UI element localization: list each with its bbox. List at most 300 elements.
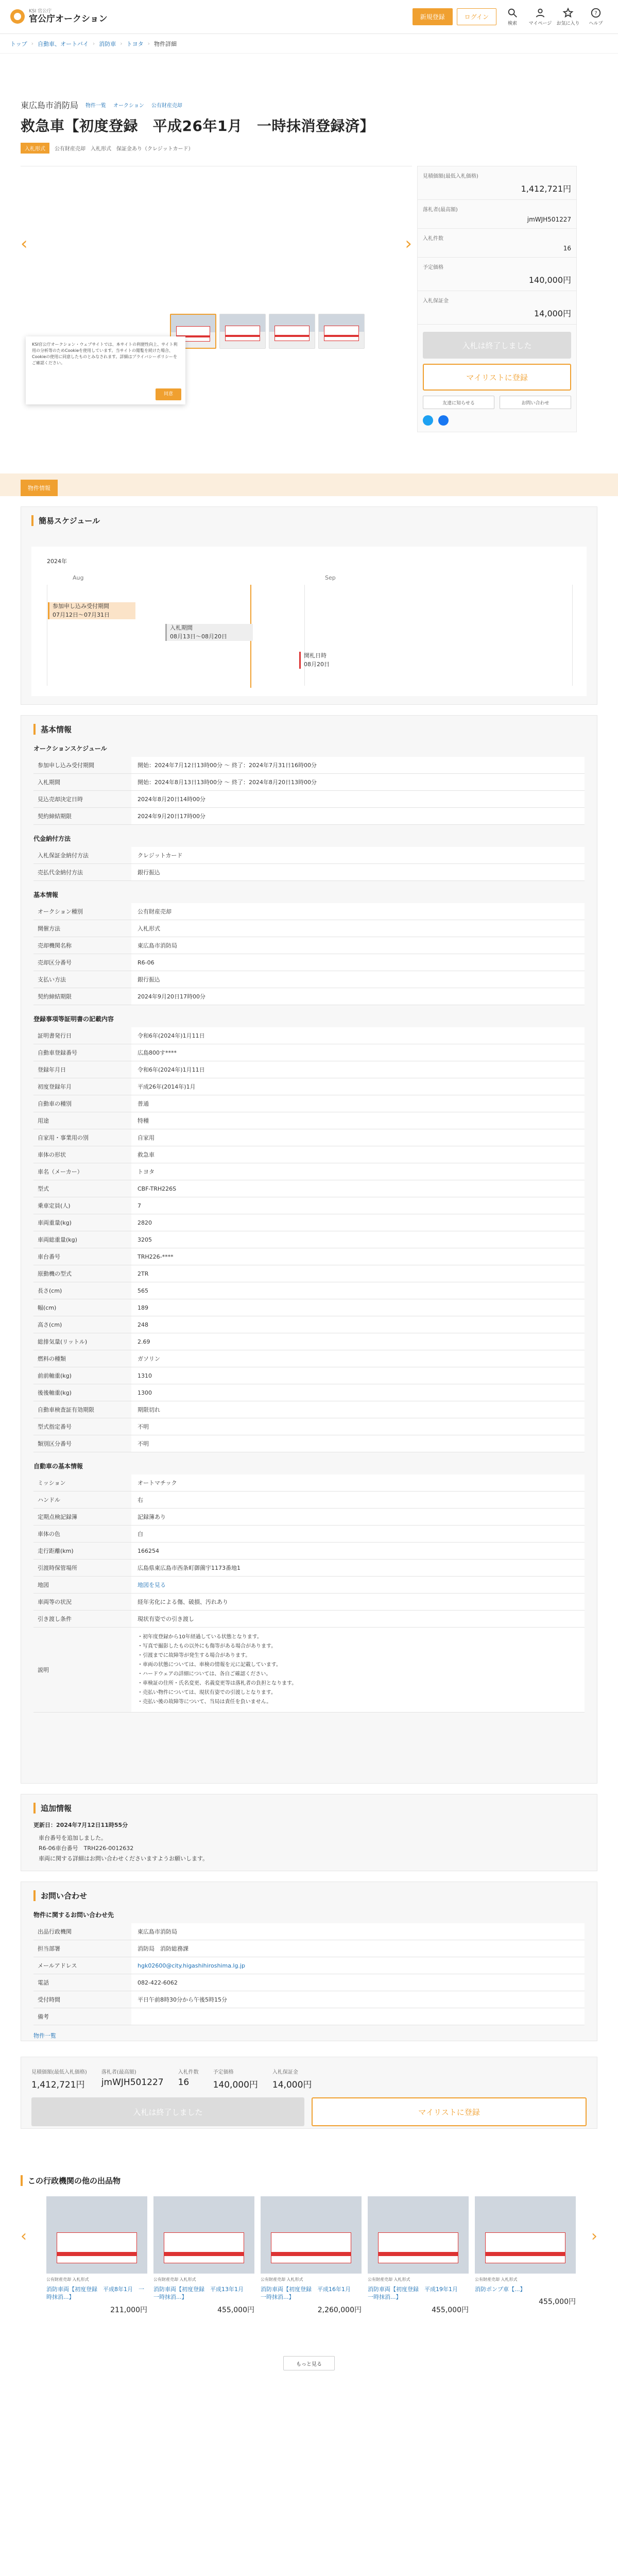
row-value: 開始：2024年8月13日13時00分 ～ 終了：2024年8月20日13時00分: [131, 774, 585, 790]
table-row: [33, 954, 585, 971]
table-row: [33, 1333, 585, 1350]
row-label: 売払代金納付方法: [38, 869, 83, 876]
row-value: 2820: [131, 1214, 585, 1231]
search-icon[interactable]: [501, 7, 524, 26]
row-label: 用途: [38, 1117, 49, 1124]
site-logo[interactable]: [10, 9, 108, 24]
next-arrow-icon[interactable]: ›: [405, 233, 412, 254]
row-value[interactable]: hgk02600@city.higashihiroshima.lg.jp: [131, 1957, 585, 1974]
row-label: 原動機の型式: [38, 1270, 72, 1277]
row-value: クレジットカード: [131, 847, 585, 863]
row-label: 出品行政機関: [38, 1928, 72, 1935]
table-row: [33, 1509, 585, 1526]
row-value: 189: [131, 1299, 585, 1316]
row-label: 定期点検記録簿: [38, 1514, 77, 1520]
other-items-section: [21, 2175, 597, 2370]
row-value: 平日午前8時30分から午後5時15分: [131, 1991, 585, 2008]
row-value[interactable]: 地図を見る: [131, 1577, 585, 1593]
bottom-value: 14,000円: [272, 2080, 312, 2090]
row-label: 車体の形状: [38, 1151, 66, 1158]
prev-arrow-icon[interactable]: ‹: [21, 233, 28, 254]
row-label: 車体の色: [38, 1531, 60, 1537]
favorite-icon-label: お気に入り: [556, 21, 580, 26]
bottom-value: 140,000円: [213, 2080, 258, 2090]
row-label: ミッション: [38, 1480, 66, 1486]
row-value: CBF-TRH226S: [131, 1180, 585, 1197]
row-value: 不明: [131, 1435, 585, 1452]
row-label: 自動車登録番号: [38, 1049, 77, 1056]
row-label: 入札保証金納付方法: [38, 852, 89, 859]
row-label: 初度登録年月: [38, 1083, 72, 1090]
table-row: [33, 1078, 585, 1095]
cookie-text: KSI官公庁オークション・ウェブサイトでは、本サイトの利便性向上、サイト利用の分析等のためCookieを使用しています。当サイトの閲覧を続けた場合、Cookieの使用に同意したものとみなされます。詳細はプライバシーポリシーをご確認ください。: [32, 342, 178, 365]
table-row: [33, 1163, 585, 1180]
event-period: 08月13日～08月20日: [170, 633, 227, 640]
summary-value: 16: [563, 245, 571, 252]
event-name: 入札期間: [170, 624, 193, 631]
row-value: 白: [131, 1526, 585, 1542]
additional-info-section: [21, 1794, 597, 1871]
schedule-event: [165, 624, 253, 641]
row-label: 車台番号: [38, 1253, 60, 1260]
badge-item: 公有財産売却: [55, 146, 85, 152]
row-value: 2024年9月20日17時00分: [131, 808, 585, 824]
row-value: 2.69: [131, 1333, 585, 1350]
row-label: 車名（メーカー）: [38, 1168, 83, 1175]
table-row: [33, 774, 585, 791]
more-button[interactable]: もっと見る: [283, 2356, 335, 2370]
item-card[interactable]: [475, 2196, 576, 2346]
item-card[interactable]: [261, 2196, 362, 2346]
bottom-label: 落札者(最高額): [101, 2070, 136, 2075]
row-value: 入札形式: [131, 920, 585, 937]
table-row: [33, 1628, 585, 1713]
row-value: オートマチック: [131, 1475, 585, 1491]
row-label: 売却機関名称: [38, 942, 72, 949]
summary-row: [418, 229, 576, 258]
table-row: [33, 1282, 585, 1299]
table-row: [33, 1435, 585, 1452]
tag-link[interactable]: オークション: [113, 103, 144, 109]
section-heading: お問い合わせ: [33, 1890, 585, 1901]
table-row: [33, 864, 585, 881]
item-card[interactable]: [368, 2196, 469, 2346]
info-table: [33, 1475, 585, 1713]
breadcrumb-item[interactable]: トヨタ: [126, 40, 144, 47]
subsection-heading: オークションスケジュール: [33, 745, 107, 752]
row-value: 経年劣化による傷、破損、汚れあり: [131, 1594, 585, 1610]
schedule-section: [21, 506, 597, 705]
bid-closed-button: 入札は終了しました: [423, 332, 571, 359]
row-label: 類別区分番号: [38, 1440, 72, 1447]
table-row: [33, 1248, 585, 1265]
info-table: [33, 847, 585, 881]
row-value: 東広島市消防局: [131, 937, 585, 954]
row-value: R6-06: [131, 954, 585, 971]
row-value: 記録簿あり: [131, 1509, 585, 1525]
row-value: 東広島市消防局: [131, 1923, 585, 1940]
row-label: 型式指定番号: [38, 1423, 72, 1430]
section-heading: この行政機関の他の出品物: [21, 2175, 597, 2186]
schedule-year: 2024年: [47, 558, 67, 565]
info-tables: [33, 744, 585, 1713]
section-heading: 追加情報: [33, 1803, 585, 1814]
row-label: 後後軸重(kg): [38, 1389, 72, 1396]
table-row: [33, 1526, 585, 1543]
row-label: 担当部署: [38, 1945, 60, 1952]
breadcrumb-item[interactable]: トップ: [10, 40, 27, 47]
bottom-label: 入札保証金: [272, 2070, 298, 2075]
table-row: [33, 1974, 585, 1991]
org-name: 東広島市消防局: [21, 100, 79, 110]
table-row: [33, 1543, 585, 1560]
table-row: [33, 1475, 585, 1492]
row-label: 証明書発行日: [38, 1032, 72, 1039]
card-meta: 公有財産売却 入札形式: [475, 2277, 518, 2282]
breadcrumb-item[interactable]: 自動車、オートバイ: [38, 40, 89, 47]
breadcrumb: トップ › 自動車、オートバイ › 消防車 › トヨタ › 物件詳細: [0, 34, 618, 54]
table-row: [33, 757, 585, 774]
row-label: 入札期間: [38, 779, 60, 786]
item-card[interactable]: [153, 2196, 254, 2346]
card-price: 211,000円: [110, 2306, 147, 2314]
item-list-link[interactable]: 物件一覧: [33, 2032, 56, 2039]
card-price: 455,000円: [432, 2306, 469, 2314]
subsection-heading: 登録事項等証明書の記載内容: [33, 1015, 114, 1023]
help-icon-label: ヘルプ: [589, 21, 603, 26]
row-value: ・初年度登録から10年経過している状態となります。 ・写真で撮影したもの以外にも傷等がある場合があります。 ・引渡までに故障等が発生する場合があります。 ・車両の状態については、車検の情報を元に記載しています。 ・ハードウェアの詳細については、各自ご確認ください。 ・車検証の住所・氏名変更、名義変更等は落札者の負担となります。 ・売払い物件については、現状有姿での引渡しとなります。 ・売払い後の故障等について、当局は責任を負いません。: [131, 1628, 585, 1712]
table-row: [33, 1146, 585, 1163]
bottom-cell: [178, 2067, 199, 2090]
schedule-timeline: [31, 547, 587, 696]
row-value: ガソリン: [131, 1350, 585, 1367]
row-value: 565: [131, 1282, 585, 1299]
table-row: [33, 1231, 585, 1248]
row-value: 普通: [131, 1095, 585, 1112]
card-image[interactable]: [153, 2196, 254, 2274]
row-label: オークション種別: [38, 908, 83, 915]
cookie-banner: [26, 336, 185, 404]
summary-label: 入札件数: [423, 236, 443, 242]
table-row: [33, 1940, 585, 1957]
tab-bar: [0, 473, 618, 496]
cookie-accept-button[interactable]: 同意: [156, 388, 181, 401]
bottom-label: 見積価額(最低入札価格): [31, 2070, 87, 2075]
bottom-value: jmWJH501227: [101, 2077, 164, 2088]
event-name: 参加申し込み受付期間: [53, 603, 109, 609]
bid-summary: [417, 166, 577, 432]
row-label: 総排気量(リットル): [38, 1338, 88, 1345]
row-value: 自家用: [131, 1129, 585, 1146]
row-value: 2TR: [131, 1265, 585, 1282]
card-price: 2,260,000円: [317, 2306, 362, 2314]
info-table: [33, 903, 585, 1005]
table-row: [33, 808, 585, 825]
summary-value: 14,000円: [534, 309, 571, 318]
row-value: 平成26年(2014年)1月: [131, 1078, 585, 1095]
carousel-prev-icon[interactable]: ‹: [21, 2227, 27, 2245]
bottom-cell: [31, 2067, 87, 2090]
event-period: 07月12日～07月31日: [53, 611, 110, 618]
bottom-closed-button: 入札は終了しました: [31, 2097, 304, 2126]
summary-row: [418, 166, 576, 200]
table-row: [33, 1577, 585, 1594]
mylist-button[interactable]: マイリストに登録: [423, 364, 571, 391]
table-row: [33, 1299, 585, 1316]
row-label: 契約締結期限: [38, 813, 72, 820]
thumbnail[interactable]: [318, 314, 365, 349]
thumbnail-strip: [170, 314, 365, 349]
card-title[interactable]: 消防車両【初度登録 平成8年1月 一時抹消...】: [46, 2286, 144, 2301]
month-label: Sep: [325, 574, 336, 581]
summary-label: 落札者(最高額): [423, 207, 458, 213]
photo-gallery: [21, 166, 412, 397]
breadcrumb-item[interactable]: 消防車: [99, 40, 116, 47]
table-row: [33, 2008, 585, 2025]
inquiry-button[interactable]: お問い合わせ: [500, 396, 571, 409]
row-label: 売却区分番号: [38, 959, 72, 966]
row-value: 2024年9月20日17時00分: [131, 988, 585, 1005]
row-value: 現状有姿での引き渡し: [131, 1611, 585, 1627]
row-label: メールアドレス: [38, 1962, 77, 1969]
section-heading: 基本情報: [33, 724, 585, 735]
tag-link[interactable]: 物件一覧: [85, 103, 107, 109]
table-row: [33, 1401, 585, 1418]
row-value: 7: [131, 1197, 585, 1214]
table-row: [33, 1095, 585, 1112]
table-row: [33, 1492, 585, 1509]
row-value: 166254: [131, 1543, 585, 1559]
mypage-icon[interactable]: [528, 7, 552, 26]
row-value: 期限切れ: [131, 1401, 585, 1418]
table-row: [33, 791, 585, 808]
card-price: 455,000円: [217, 2306, 254, 2314]
row-value: 救急車: [131, 1146, 585, 1163]
row-label: 引き渡し条件: [38, 1616, 72, 1622]
card-title[interactable]: 消防車両【初度登録 平成13年1月 一時抹消...】: [153, 2286, 249, 2301]
row-label: 地図: [38, 1582, 49, 1588]
row-label: 車両等の状況: [38, 1599, 72, 1605]
row-label: 高さ(cm): [38, 1321, 62, 1328]
row-label: 受付時間: [38, 1996, 60, 2003]
row-value: [131, 2008, 585, 2025]
row-value: TRH226-****: [131, 1248, 585, 1265]
row-value: 不明: [131, 1418, 585, 1435]
row-label: 備考: [38, 2013, 49, 2020]
logo-sub: KSI 官公庁: [29, 9, 52, 14]
row-label: 自動車の種別: [38, 1100, 72, 1107]
card-meta: 公有財産売却 入札形式: [368, 2277, 410, 2282]
badge-item: 保証金あり（クレジットカード）: [116, 146, 194, 152]
twitter-icon[interactable]: [423, 415, 433, 426]
row-label: 車両総重量(kg): [38, 1236, 77, 1243]
row-label: 前前軸重(kg): [38, 1372, 72, 1379]
row-value: 銀行振込: [131, 864, 585, 880]
subsection-heading: 代金納付方法: [33, 835, 71, 842]
row-value: 広島県東広島市西条町御薗宇1173番地1: [131, 1560, 585, 1576]
row-value: 令和6年(2024年)1月11日: [131, 1061, 585, 1078]
card-image[interactable]: [261, 2196, 362, 2274]
badge-item: 入札形式: [91, 146, 111, 152]
row-label: ハンドル: [38, 1497, 60, 1503]
table-row: [33, 971, 585, 988]
table-row: [33, 937, 585, 954]
summary-row: [418, 258, 576, 291]
card-image[interactable]: [46, 2196, 147, 2274]
row-label: 幅(cm): [38, 1304, 57, 1311]
table-row: [33, 1129, 585, 1146]
share-button[interactable]: 友達に知らせる: [423, 396, 494, 409]
card-meta: 公有財産売却 入札形式: [153, 2277, 196, 2282]
row-label: 説明: [38, 1667, 49, 1673]
event-name: 開札日時: [304, 652, 327, 659]
table-row: [33, 1594, 585, 1611]
row-value: 広島800す****: [131, 1044, 585, 1061]
table-row: [33, 847, 585, 864]
breadcrumb-current: 物件詳細: [154, 40, 177, 47]
table-row: [33, 988, 585, 1005]
bottom-bid-bar: [21, 2057, 597, 2129]
info-table: [33, 1027, 585, 1452]
schedule-event: [48, 602, 135, 619]
row-label: 型式: [38, 1185, 49, 1192]
contact-table: [33, 1923, 585, 2025]
register-button[interactable]: 新規登録: [413, 8, 453, 25]
card-image[interactable]: [368, 2196, 469, 2274]
summary-value: 140,000円: [528, 275, 571, 285]
bottom-cell: [272, 2067, 312, 2090]
summary-row: [418, 200, 576, 229]
search-icon-label: 検索: [507, 21, 517, 26]
card-meta: 公有財産売却 入札形式: [46, 2277, 89, 2282]
carousel-next-icon[interactable]: ›: [591, 2227, 597, 2245]
row-value: 1300: [131, 1384, 585, 1401]
type-badge: 入札形式: [21, 143, 49, 154]
bottom-label: 入札件数: [178, 2070, 199, 2075]
table-row: [33, 1112, 585, 1129]
row-value: 3205: [131, 1231, 585, 1248]
bottom-mylist-button[interactable]: マイリストに登録: [312, 2097, 587, 2126]
item-card[interactable]: [46, 2196, 147, 2346]
table-row: [33, 903, 585, 920]
thumbnail[interactable]: [269, 314, 315, 349]
bottom-value: 1,412,721円: [31, 2080, 85, 2090]
table-row: [33, 1560, 585, 1577]
table-row: [33, 1027, 585, 1044]
table-row: [33, 1044, 585, 1061]
table-row: [33, 1991, 585, 2008]
table-row: [33, 1418, 585, 1435]
row-value: 令和6年(2024年)1月11日: [131, 1027, 585, 1044]
row-value: 2024年8月20日14時00分: [131, 791, 585, 807]
row-label: 走行距離(km): [38, 1548, 74, 1554]
favorite-icon[interactable]: [556, 7, 580, 26]
card-price: 455,000円: [539, 2298, 576, 2307]
other-items-carousel: [21, 2196, 597, 2346]
tab-item-info[interactable]: 物件情報: [21, 480, 58, 496]
subsection-heading: 基本情報: [33, 891, 59, 899]
summary-value: jmWJH501227: [527, 216, 571, 223]
basic-info-section: [21, 715, 597, 1784]
section-heading: 簡易スケジュール: [31, 515, 587, 526]
table-row: [33, 1350, 585, 1367]
summary-value: 1,412,721円: [521, 184, 571, 194]
svg-text:?: ?: [594, 10, 597, 16]
logo-main: 官公庁オークション: [29, 14, 108, 25]
table-row: [33, 1384, 585, 1401]
table-row: [33, 1180, 585, 1197]
row-label: 登録年月日: [38, 1066, 66, 1073]
update-date: 更新日：2024年7月12日11時55分: [33, 1822, 128, 1828]
row-label: 参加申し込み受付期間: [38, 762, 94, 769]
bottom-cell: [213, 2067, 258, 2090]
row-value: 1310: [131, 1367, 585, 1384]
row-label: 乗車定員(人): [38, 1202, 71, 1209]
month-label: Aug: [73, 574, 84, 581]
card-title[interactable]: 消防ポンプ車【...】: [475, 2286, 526, 2293]
contact-subtitle: 物件に関するお問い合わせ先: [33, 1911, 114, 1919]
contact-section: [21, 1882, 597, 2041]
bottom-label: 予定価格: [213, 2070, 234, 2075]
row-value: 248: [131, 1316, 585, 1333]
row-label: 引渡時保管場所: [38, 1565, 77, 1571]
summary-label: 予定価格: [423, 265, 443, 270]
row-label: 長さ(cm): [38, 1287, 62, 1294]
row-value: 公有財産売却: [131, 903, 585, 920]
mypage-icon-label: マイページ: [528, 21, 552, 26]
table-row: [33, 1923, 585, 1940]
row-label: 燃料の種類: [38, 1355, 66, 1362]
logo-mark: [10, 9, 25, 24]
subsection-heading: 自動車の基本情報: [33, 1463, 83, 1470]
table-row: [33, 1316, 585, 1333]
schedule-event: [299, 652, 387, 669]
table-row: [33, 1611, 585, 1628]
info-table: [33, 757, 585, 825]
table-row: [33, 920, 585, 937]
card-image[interactable]: [475, 2196, 576, 2274]
table-row: [33, 1367, 585, 1384]
summary-label: 入札保証金: [423, 298, 449, 304]
table-row: [33, 1214, 585, 1231]
tag-link[interactable]: 公有財産売却: [151, 103, 182, 109]
row-value: 082-422-6062: [131, 1974, 585, 1991]
login-button[interactable]: ログイン: [457, 8, 496, 25]
row-label: 自動車検査証有効期限: [38, 1406, 94, 1413]
top-bar: [0, 0, 618, 34]
thumbnail[interactable]: [219, 314, 266, 349]
row-value: 特種: [131, 1112, 585, 1129]
table-row: [33, 1197, 585, 1214]
card-title[interactable]: 消防車両【初度登録 平成16年1月 一時抹消...】: [261, 2286, 356, 2301]
summary-label: 見積価額(最低入札価格): [423, 174, 478, 179]
facebook-icon[interactable]: [438, 415, 449, 426]
row-label: 支払い方法: [38, 976, 66, 983]
bottom-cell: [101, 2067, 164, 2090]
row-label: 契約締結期限: [38, 993, 72, 1000]
page-title: 救急車【初度登録 平成26年1月 一時抹消登録済】: [21, 117, 374, 134]
card-meta: 公有財産売却 入札形式: [261, 2277, 303, 2282]
row-label: 見込売却決定日時: [38, 796, 83, 803]
row-label: 開催方法: [38, 925, 60, 932]
row-value: 消防局 消防総務課: [131, 1940, 585, 1957]
row-label: 電話: [38, 1979, 49, 1986]
event-period: 08月20日: [304, 660, 330, 668]
row-label: 車両重量(kg): [38, 1219, 72, 1226]
help-icon[interactable]: [584, 7, 608, 26]
card-title[interactable]: 消防車両【初度登録 平成19年1月 一時抹消...】: [368, 2286, 464, 2301]
row-label: 自家用・事業用の別: [38, 1134, 89, 1141]
